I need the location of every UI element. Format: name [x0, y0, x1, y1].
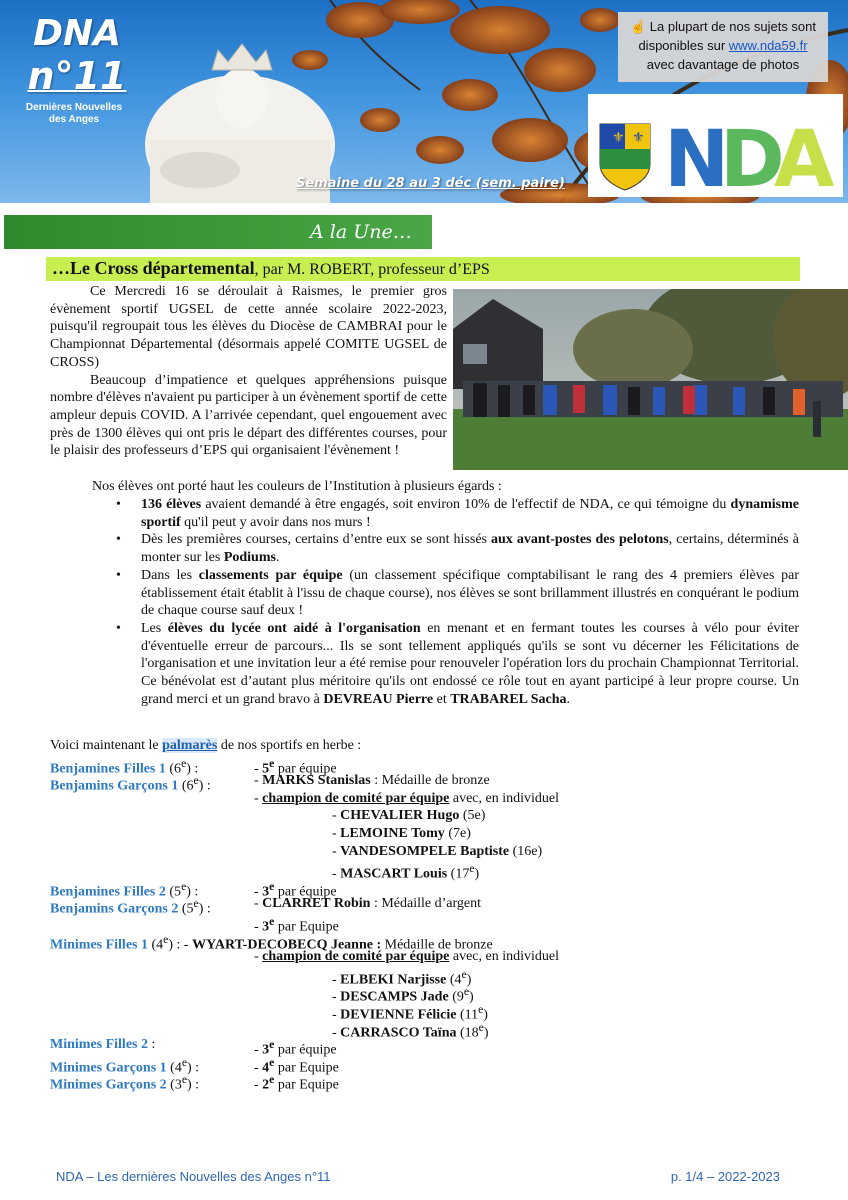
result-row: - 3e par Equipe — [254, 914, 339, 935]
masthead-name: DNA — [33, 13, 121, 54]
result-row: - champion de comité par équipe avec, en individuel — [254, 949, 560, 965]
svg-text:D: D — [720, 115, 785, 197]
result-row: - DESCAMPS Jade (9e) — [332, 985, 474, 1005]
website-notice: ☝ La plupart de nos sujets sont disponibles sur www.nda59.fr avec davantage de photos — [618, 12, 828, 82]
result-row: - champion de comité par équipe avec, en individuel — [254, 790, 560, 806]
achievements-list — [96, 496, 799, 708]
week-label: Semaine du 28 au 3 déc (sem. paire) — [296, 176, 565, 191]
list-item: • 136 élèves avaient demandé à être engagés, soit environ 10% de l'effectif de NDA, ce qui témoigne du dynamisme sportif qu'il peut y avoir dans nos murs ! — [96, 496, 799, 531]
svg-text:⚜: ⚜ — [612, 130, 625, 146]
palmares-intro: Voici maintenant le palmarès de nos sportifs en herbe : — [50, 738, 362, 753]
website-link[interactable]: www.nda59.fr — [728, 38, 808, 53]
paragraph-1: Ce Mercredi 16 se déroulait à Raismes, le premier gros évènement sportif UGSEL de cette année scolaire 2022-2023, puisqu'il regroupait tous les élèves du Diocèse de CAMBRAI pour le Championnat Départemental (désormais appelé COMITE UGSEL de CROSS) — [50, 284, 447, 370]
paragraph-3: Nos élèves ont porté haut les couleurs de l’Institution à plusieurs égards : — [92, 479, 502, 494]
svg-text:A: A — [774, 115, 835, 197]
list-item: • Dès les premières courses, certains d’entre eux se sont hissés aux avant-postes des pelotons, certains, déterminés à monter sur les Podiums. — [96, 531, 799, 566]
result-row: - CHEVALIER Hugo (5e) — [332, 808, 486, 824]
header-banner — [0, 0, 848, 203]
section-banner — [4, 215, 432, 249]
article-headline: …Le Cross départemental, par M. ROBERT, professeur d’EPS — [46, 257, 800, 281]
page-footer — [56, 1169, 780, 1184]
paragraph-2: Beaucoup d’impatience et quelques appréhensions puisque nombre d'élèves n'avaient pu participer à un évènement sportif de cette ampleur depuis COVID. A l’arrivée cependant, quel engouement avec près de 1300 élèves qui ont pris le départ des différentes courses, pour le plaisir des professeurs d’EPS qui organisaient l'évènement ! — [50, 372, 447, 459]
result-row: Benjamins Garçons 1 (6e) : - MARKS Stanislas : Médaille de bronze — [50, 773, 490, 794]
palmares-link[interactable]: palmarès — [162, 738, 218, 753]
list-item: • Dans les classements par équipe (un classement spécifique comptabilisant le rang des 4 premiers élèves par établissement était établit à l'issu de chaque course), nos élèves se sont brillamment illustrés en conquérant le podium de chaque course sauf deux ! — [96, 567, 799, 620]
result-row: - DEVIENNE Félicie (11e) — [332, 1002, 488, 1023]
masthead-subtitle: Dernières Nouvelles des Anges — [25, 102, 123, 125]
result-row: Benjamines Filles 2 (5e) : - 3e par équipe — [50, 879, 337, 900]
svg-text:N: N — [664, 115, 730, 197]
palmares-section — [50, 737, 810, 1093]
article-column — [50, 283, 447, 460]
nda-logo-block — [588, 94, 843, 197]
result-row: - VANDESOMPELE Baptiste (16e) — [332, 843, 543, 859]
result-row: - CARRASCO Taïna (18e) — [332, 1020, 489, 1041]
masthead-title — [22, 14, 132, 98]
result-row: - MASCART Louis (17e) — [332, 862, 480, 882]
footer-title: NDA – Les dernières Nouvelles des Anges n°11 — [56, 1169, 331, 1184]
svg-text:⚜: ⚜ — [632, 130, 645, 146]
page-number: p. 1/4 – 2022-2023 — [670, 1169, 780, 1184]
result-row: - ELBEKI Narjisse (4e) — [332, 967, 472, 988]
result-row: Minimes Filles 2 : - 3e par équipe — [50, 1037, 337, 1058]
list-item: • Les élèves du lycée ont aidé à l'organisation en menant et en fermant toutes les courses à vélo pour éviter d'éventuelle erreur de parcours... Ils se sont tellement appliqués qu'ils se sont vu décerner les Félicitations de l'organisation et une invitation leur a été remise pour renouveler l'opération lors du prochain Championnat Territorial. Ce bénévolat est d’autant plus méritoire qu'ils ont endossé ce rôle tout en ayant participé à leur propre course. Un grand merci et un grand bravo à DEVREAU Pierre et TRABAREL Sacha. — [96, 620, 799, 709]
cross-race-photo — [453, 289, 848, 470]
result-row: Benjamins Garçons 2 (5e) : - CLARRET Robin : Médaille d’argent — [50, 896, 481, 917]
section-title: A la Une… — [310, 221, 412, 243]
result-row: Benjamines Filles 1 (6e) : - 5e par équipe — [50, 756, 337, 777]
hand-pointer-icon: ☝ — [629, 19, 647, 34]
result-row: Minimes Garçons 1 (4e) : - 4e par Equipe — [50, 1055, 339, 1076]
result-row: Minimes Filles 1 (4e) : - WYART-DECOBECQ Jeanne : Médaille de bronze — [50, 932, 493, 953]
nda-logo — [588, 94, 843, 197]
result-row: Minimes Garçons 2 (3e) : - 2e par Equipe — [50, 1073, 339, 1093]
issue-number: n°11 — [27, 54, 127, 98]
result-row: - LEMOINE Tomy (7e) — [332, 825, 471, 841]
coat-of-arms-icon — [600, 124, 650, 190]
